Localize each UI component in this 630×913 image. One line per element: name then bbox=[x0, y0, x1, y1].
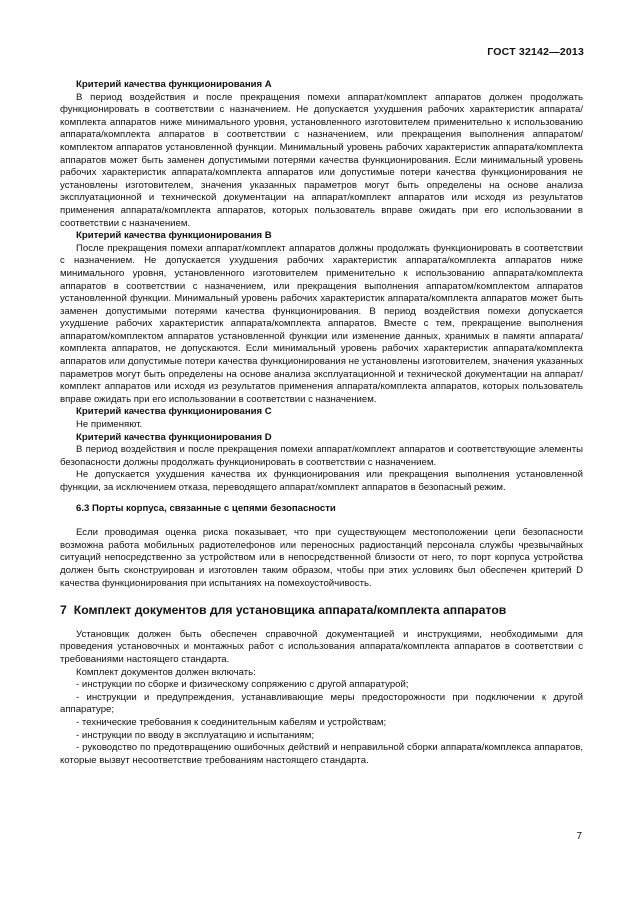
list-item: - технические требования к соединительным кабелям и устройствам; bbox=[76, 716, 387, 728]
criterion-c-title: Критерий качества функционирования С bbox=[76, 406, 272, 418]
criterion-c-text: Не применяют. bbox=[76, 419, 143, 431]
criterion-a-text: В период воздействия и после прекращения помехи аппарат/комплект аппаратов должен продолжать функционировать в соответствии с назначением. Не допускается ухудшения рабочих характеристик аппарата/комплекта аппаратов ниже минимального уровня, установленного изготовителем применительно к использованию аппарата/комплекта аппаратов в соответствии с назначением, или прекращения выполнения аппаратом/комплектом аппаратов установленной функции. Минимальный уровень рабочих характеристик аппарата/комплекта аппаратов может быть заменен допустимыми потерями качества функционирования. Если минимальный уровень рабочих характеристик аппарата/комплекта аппаратов или допустимые потери качества функционирования не установлены изготовителем, значения указанных параметров могут быть определены на основе анализа эксплуатационной и технической документации на аппарат/комплект аппаратов или исходя из результатов применения аппарата/комплекта аппаратов, которых пользователь вправе ожидать при его использовании в соответствии с назначением. bbox=[60, 91, 583, 229]
criterion-b-title: Критерий качества функционирования В bbox=[76, 230, 272, 242]
criterion-d-title: Критерий качества функционирования D bbox=[76, 431, 272, 443]
list-item: - руководство по предотвращению ошибочных действий и неправильной сборки аппарата/комплекса аппаратов, которые вызвут несоответствие требованиям настоящего стандарта. bbox=[60, 742, 583, 766]
section-7-title: Комплект документов для установщика аппарата/комплекта аппаратов bbox=[73, 603, 507, 618]
document-code-header: ГОСТ 32142—2013 bbox=[487, 46, 584, 58]
page-body bbox=[60, 79, 583, 767]
list-item: - инструкции по сборке и физическому сопряжению с другой аппаратурой; bbox=[76, 679, 409, 691]
section-7-list-intro: Комплект документов должен включать: bbox=[76, 666, 256, 678]
list-item: - инструкции и предупреждения, устанавливающие меры предосторожности при подключении к другой аппаратуре; bbox=[60, 691, 583, 716]
section-7-heading bbox=[60, 604, 583, 617]
list-item: - инструкции по вводу в эксплуатацию и испытаниям; bbox=[76, 729, 314, 741]
criterion-b-text: После прекращения помехи аппарат/комплект аппаратов должны продолжать функционировать в соответствии с назначением. Не допускается ухудшения рабочих характеристик аппарата/комплекта аппаратов ниже минимального уровня, установленного изготовителем применительно к использованию аппарата/комплекта аппаратов в соответствии с назначением, или прекращения выполнения аппаратом/комплектом аппаратов установленной функции. Минимальный уровень рабочих характеристик аппарата/комплекта аппаратов может быть заменен допустимыми потерями качества функционирования. В период воздействия помехи допускается ухудшение рабочих характеристик аппарата/комплекта аппаратов. Вместе с тем, прекращение выполнения аппаратом/комплектом аппаратов установленной функции или изменение данных, хранимых в памяти аппарата/комплекта аппаратов, не допускаются. Если минимальный уровень рабочих характеристик аппарата/комплекта аппаратов или допустимые потери качества функционирования не установлены изготовителем, значения указанных параметров могут быть определены на основе анализа эксплуатационной и технической документации на аппарат/комплект аппаратов или исходя из результатов применения аппарата/комплекта аппаратов, которых пользователь вправе ожидать при его использовании в соответствии с назначением. bbox=[60, 242, 583, 405]
section-7-intro: Установщик должен быть обеспечен справочной документацией и инструкциями, необходимыми для проведения установочных и монтажных работ с использования аппарата/комплекта аппаратов в соответствии с требованиями настоящего стандарта. bbox=[60, 628, 583, 665]
criterion-d-text-1: В период воздействия и после прекращения помехи аппарат/комплект аппаратов и соответствующие элементы безопасности должны продолжать функционировать в соответствии с назначением. bbox=[60, 444, 583, 468]
page-number: 7 bbox=[576, 831, 582, 842]
section-6-3-text: Если проводимая оценка риска показывает, что при существующем местоположении цепи безопасности возможна работа мобильных радиотелефонов или переносных радиостанций персонала службы чрезвычайных ситуаций непосредственно за устройством или в непосредственной близости от него, то порт корпуса устройства должен быть сконструирован и изготовлен таким образом, чтобы при этих условиях был обеспечен критерий D качества функционирования при испытаниях на помехоустойчивость. bbox=[60, 527, 583, 589]
criterion-a-title: Критерий качества функционирования А bbox=[76, 79, 272, 90]
section-6-3-title: 6.3 Порты корпуса, связанные с цепями безопасности bbox=[76, 502, 336, 514]
criterion-d-text-2: Не допускается ухудшения качества их функционирования или прекращения выполнения установленной функции, за исключением отказа, переводящего аппарат/комплект аппаратов в безопасный режим. bbox=[60, 469, 583, 493]
section-7-number: 7 bbox=[60, 603, 67, 618]
